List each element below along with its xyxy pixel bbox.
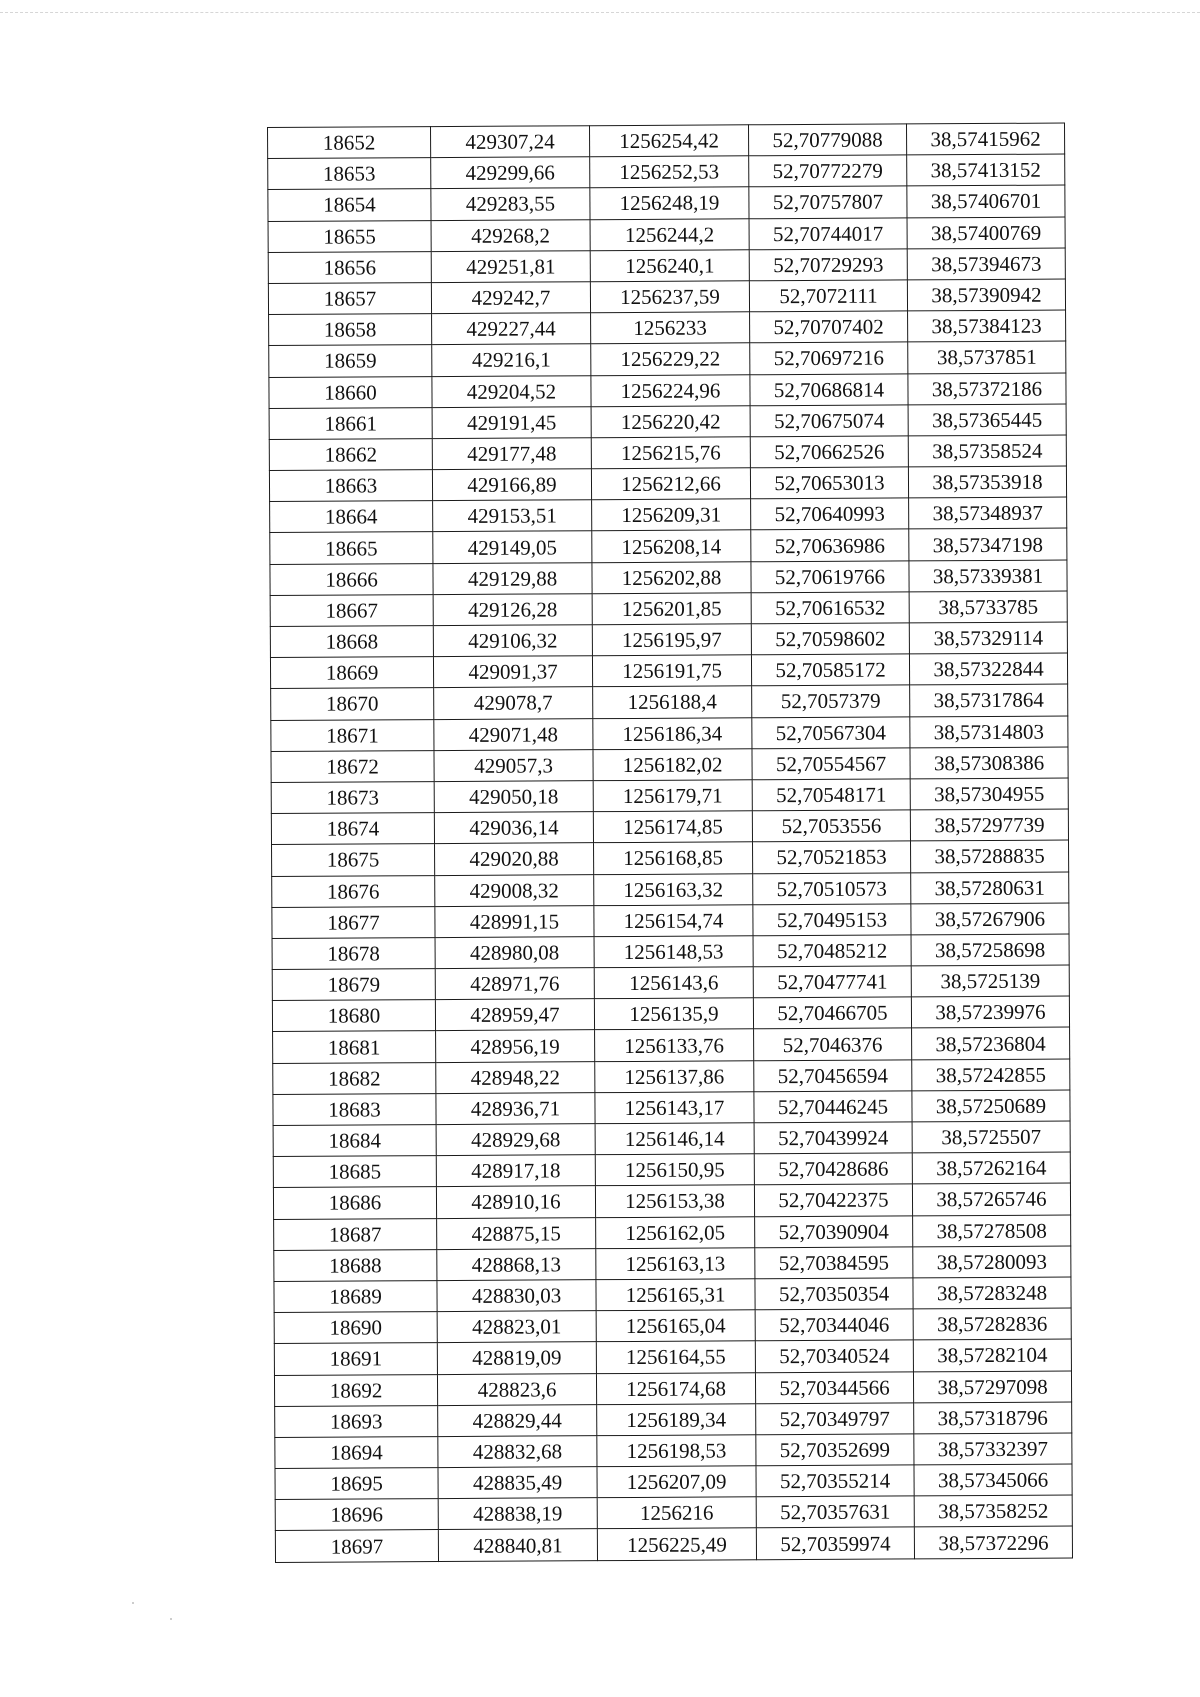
x-coordinate-cell: 429251,81 (431, 250, 590, 282)
longitude-cell: 38,57239976 (911, 996, 1069, 1028)
point-number-cell: 18685 (273, 1156, 436, 1188)
longitude-cell: 38,57372186 (908, 373, 1066, 405)
scan-edge-line (0, 12, 1200, 13)
latitude-cell: 52,70729293 (749, 249, 907, 281)
latitude-cell: 52,70585172 (751, 654, 909, 686)
x-coordinate-cell: 428991,15 (435, 905, 594, 937)
table-row (269, 341, 1066, 377)
table-row (271, 778, 1068, 814)
y-coordinate-cell: 1256143,17 (595, 1092, 754, 1124)
x-coordinate-cell: 428835,49 (438, 1467, 597, 1499)
longitude-cell: 38,57267906 (911, 903, 1069, 935)
y-coordinate-cell: 1256135,9 (594, 998, 753, 1030)
table-row (273, 1121, 1070, 1157)
longitude-cell: 38,57353918 (908, 466, 1066, 498)
point-number-cell: 18683 (273, 1093, 436, 1125)
point-number-cell: 18692 (274, 1374, 437, 1406)
x-coordinate-cell: 429126,28 (433, 594, 592, 626)
x-coordinate-cell: 429106,32 (433, 625, 592, 657)
latitude-cell: 52,70521853 (753, 841, 911, 873)
x-coordinate-cell: 429268,2 (431, 219, 590, 251)
longitude-cell: 38,57317864 (910, 684, 1068, 716)
x-coordinate-cell: 429078,7 (434, 687, 593, 719)
longitude-cell: 38,57265746 (912, 1183, 1070, 1215)
x-coordinate-cell: 428956,19 (436, 1030, 595, 1062)
longitude-cell: 38,57390942 (907, 279, 1065, 311)
latitude-cell: 52,70686814 (750, 373, 908, 405)
longitude-cell: 38,57304955 (910, 778, 1068, 810)
y-coordinate-cell: 1256254,42 (589, 125, 748, 157)
latitude-cell: 52,70390904 (755, 1215, 913, 1247)
x-coordinate-cell: 428936,71 (436, 1092, 595, 1124)
latitude-cell: 52,7072111 (749, 280, 907, 312)
x-coordinate-cell: 429166,89 (432, 469, 591, 501)
y-coordinate-cell: 1256244,2 (590, 218, 749, 250)
table-row (270, 591, 1067, 627)
longitude-cell: 38,57288835 (910, 840, 1068, 872)
point-number-cell: 18694 (275, 1436, 438, 1468)
y-coordinate-cell: 1256237,59 (590, 281, 749, 313)
latitude-cell: 52,70422375 (754, 1184, 912, 1216)
y-coordinate-cell: 1256150,95 (595, 1154, 754, 1186)
table-row (275, 1464, 1072, 1500)
point-number-cell: 18690 (274, 1312, 437, 1344)
longitude-cell: 38,57358252 (914, 1495, 1072, 1527)
longitude-cell: 38,57415962 (906, 123, 1064, 155)
point-number-cell: 18678 (272, 937, 435, 969)
longitude-cell: 38,5725139 (911, 965, 1069, 997)
table-row (273, 1152, 1070, 1188)
x-coordinate-cell: 429036,14 (434, 812, 593, 844)
x-coordinate-cell: 429177,48 (432, 438, 591, 470)
longitude-cell: 38,57347198 (909, 528, 1067, 560)
table-row (268, 123, 1065, 159)
x-coordinate-cell: 429020,88 (435, 843, 594, 875)
x-coordinate-cell: 428917,18 (436, 1155, 595, 1187)
longitude-cell: 38,57250689 (912, 1090, 1070, 1122)
table-row (274, 1277, 1071, 1313)
x-coordinate-cell: 429216,1 (432, 344, 591, 376)
longitude-cell: 38,57282104 (913, 1339, 1071, 1371)
y-coordinate-cell: 1256163,13 (596, 1248, 755, 1280)
point-number-cell: 18674 (271, 813, 434, 845)
table-row (268, 217, 1065, 253)
table-row (270, 497, 1067, 533)
x-coordinate-cell: 428971,76 (435, 968, 594, 1000)
point-number-cell: 18668 (270, 626, 433, 658)
latitude-cell: 52,70779088 (748, 124, 906, 156)
point-number-cell: 18669 (270, 657, 433, 689)
table-row (272, 872, 1069, 908)
longitude-cell: 38,57308386 (910, 747, 1068, 779)
point-number-cell: 18671 (271, 719, 434, 751)
table-row (269, 404, 1066, 440)
point-number-cell: 18667 (270, 594, 433, 626)
y-coordinate-cell: 1256207,09 (597, 1466, 756, 1498)
table-row (269, 310, 1066, 346)
longitude-cell: 38,57262164 (912, 1152, 1070, 1184)
longitude-cell: 38,57242855 (912, 1059, 1070, 1091)
table-row (270, 528, 1067, 564)
table-row (273, 1183, 1070, 1219)
y-coordinate-cell: 1256212,66 (591, 468, 750, 500)
longitude-cell: 38,57406701 (907, 185, 1065, 217)
y-coordinate-cell: 1256229,22 (591, 343, 750, 375)
x-coordinate-cell: 428832,68 (438, 1436, 597, 1468)
table-row (268, 279, 1065, 315)
y-coordinate-cell: 1256209,31 (592, 499, 751, 531)
table-row (275, 1526, 1072, 1562)
y-coordinate-cell: 1256154,74 (594, 904, 753, 936)
y-coordinate-cell: 1256216 (597, 1497, 756, 1529)
longitude-cell: 38,57400769 (907, 217, 1065, 249)
longitude-cell: 38,57297098 (913, 1371, 1071, 1403)
latitude-cell: 52,70344566 (755, 1371, 913, 1403)
y-coordinate-cell: 1256168,85 (594, 842, 753, 874)
longitude-cell: 38,57332397 (914, 1433, 1072, 1465)
point-number-cell: 18666 (270, 563, 433, 595)
point-number-cell: 18686 (273, 1187, 436, 1219)
x-coordinate-cell: 429307,24 (431, 126, 590, 158)
latitude-cell: 52,70653013 (750, 467, 908, 499)
x-coordinate-cell: 428948,22 (436, 1061, 595, 1093)
latitude-cell: 52,70567304 (752, 716, 910, 748)
x-coordinate-cell: 429242,7 (431, 282, 590, 314)
longitude-cell: 38,57236804 (912, 1027, 1070, 1059)
longitude-cell: 38,57365445 (908, 404, 1066, 436)
point-number-cell: 18657 (268, 283, 431, 315)
longitude-cell: 38,5733785 (909, 591, 1067, 623)
table-row (272, 996, 1069, 1032)
table-row (268, 185, 1065, 221)
y-coordinate-cell: 1256174,85 (593, 811, 752, 843)
y-coordinate-cell: 1256191,75 (592, 655, 751, 687)
y-coordinate-cell: 1256133,76 (595, 1029, 754, 1061)
y-coordinate-cell: 1256248,19 (590, 187, 749, 219)
y-coordinate-cell: 1256220,42 (591, 405, 750, 437)
longitude-cell: 38,57358524 (908, 435, 1066, 467)
point-number-cell: 18655 (268, 220, 431, 252)
x-coordinate-cell: 428875,15 (437, 1217, 596, 1249)
x-coordinate-cell: 428830,03 (437, 1280, 596, 1312)
x-coordinate-cell: 429153,51 (433, 500, 592, 532)
point-number-cell: 18653 (268, 158, 431, 190)
point-number-cell: 18688 (274, 1249, 437, 1281)
y-coordinate-cell: 1256164,55 (596, 1341, 755, 1373)
table-row (269, 466, 1066, 502)
x-coordinate-cell: 429283,55 (431, 188, 590, 220)
table-row (268, 154, 1065, 190)
x-coordinate-cell: 428910,16 (436, 1186, 595, 1218)
latitude-cell: 52,70554567 (752, 748, 910, 780)
y-coordinate-cell: 1256148,53 (594, 936, 753, 968)
latitude-cell: 52,70675074 (750, 405, 908, 437)
x-coordinate-cell: 429227,44 (432, 313, 591, 345)
point-number-cell: 18661 (269, 407, 432, 439)
longitude-cell: 38,57318796 (914, 1402, 1072, 1434)
point-number-cell: 18665 (270, 532, 433, 564)
point-number-cell: 18654 (268, 189, 431, 221)
point-number-cell: 18670 (271, 688, 434, 720)
y-coordinate-cell: 1256182,02 (593, 749, 752, 781)
latitude-cell: 52,70428686 (754, 1153, 912, 1185)
x-coordinate-cell: 428823,6 (437, 1373, 596, 1405)
latitude-cell: 52,70485212 (753, 935, 911, 967)
x-coordinate-cell: 429129,88 (433, 562, 592, 594)
point-number-cell: 18697 (275, 1530, 438, 1562)
point-number-cell: 18680 (272, 1000, 435, 1032)
x-coordinate-cell: 428819,09 (437, 1342, 596, 1374)
y-coordinate-cell: 1256162,05 (596, 1216, 755, 1248)
point-number-cell: 18682 (273, 1062, 436, 1094)
point-number-cell: 18677 (272, 906, 435, 938)
latitude-cell: 52,7053556 (752, 810, 910, 842)
latitude-cell: 52,70495153 (753, 904, 911, 936)
point-number-cell: 18696 (275, 1499, 438, 1531)
table-row (270, 560, 1067, 596)
x-coordinate-cell: 429299,66 (431, 157, 590, 189)
latitude-cell: 52,70640993 (751, 498, 909, 530)
point-number-cell: 18659 (269, 345, 432, 377)
y-coordinate-cell: 1256153,38 (595, 1185, 754, 1217)
table-row (272, 965, 1069, 1001)
longitude-cell: 38,57345066 (914, 1464, 1072, 1496)
table-row (273, 1059, 1070, 1095)
point-number-cell: 18662 (269, 438, 432, 470)
point-number-cell: 18664 (270, 501, 433, 533)
latitude-cell: 52,70697216 (750, 342, 908, 374)
coordinates-table-container (267, 123, 1073, 1563)
longitude-cell: 38,57280093 (913, 1246, 1071, 1278)
latitude-cell: 52,70359974 (756, 1527, 914, 1559)
longitude-cell: 38,57258698 (911, 934, 1069, 966)
y-coordinate-cell: 1256240,1 (590, 250, 749, 282)
y-coordinate-cell: 1256208,14 (592, 530, 751, 562)
latitude-cell: 52,70744017 (749, 217, 907, 249)
latitude-cell: 52,70350354 (755, 1278, 913, 1310)
y-coordinate-cell: 1256202,88 (592, 561, 751, 593)
table-row (270, 622, 1067, 658)
latitude-cell: 52,70477741 (753, 966, 911, 998)
y-coordinate-cell: 1256195,97 (592, 624, 751, 656)
point-number-cell: 18658 (269, 314, 432, 346)
latitude-cell: 52,70352699 (756, 1434, 914, 1466)
y-coordinate-cell: 1256143,6 (594, 967, 753, 999)
latitude-cell: 52,70619766 (751, 561, 909, 593)
table-row (274, 1371, 1071, 1407)
longitude-cell: 38,57280631 (911, 872, 1069, 904)
point-number-cell: 18672 (271, 750, 434, 782)
y-coordinate-cell: 1256189,34 (597, 1403, 756, 1435)
point-number-cell: 18679 (272, 969, 435, 1001)
y-coordinate-cell: 1256165,04 (596, 1310, 755, 1342)
point-number-cell: 18656 (268, 251, 431, 283)
y-coordinate-cell: 1256198,53 (597, 1435, 756, 1467)
latitude-cell: 52,70340524 (755, 1340, 913, 1372)
x-coordinate-cell: 429204,52 (432, 375, 591, 407)
latitude-cell: 52,70757807 (749, 186, 907, 218)
point-number-cell: 18684 (273, 1125, 436, 1157)
longitude-cell: 38,57394673 (907, 248, 1065, 280)
point-number-cell: 18673 (271, 782, 434, 814)
table-row (271, 716, 1068, 752)
longitude-cell: 38,57348937 (909, 497, 1067, 529)
latitude-cell: 52,70772279 (749, 155, 907, 187)
longitude-cell: 38,57339381 (909, 560, 1067, 592)
latitude-cell: 52,70357631 (756, 1496, 914, 1528)
table-row (274, 1308, 1071, 1344)
x-coordinate-cell: 429057,3 (434, 749, 593, 781)
x-coordinate-cell: 428838,19 (438, 1498, 597, 1530)
table-row (271, 747, 1068, 783)
x-coordinate-cell: 428959,47 (435, 999, 594, 1031)
x-coordinate-cell: 428980,08 (435, 937, 594, 969)
longitude-cell: 38,57329114 (909, 622, 1067, 654)
latitude-cell: 52,70548171 (752, 779, 910, 811)
point-number-cell: 18689 (274, 1281, 437, 1313)
y-coordinate-cell: 1256252,53 (590, 156, 749, 188)
y-coordinate-cell: 1256224,96 (591, 374, 750, 406)
y-coordinate-cell: 1256165,31 (596, 1279, 755, 1311)
coordinates-table-body (268, 123, 1073, 1562)
latitude-cell: 52,70466705 (753, 997, 911, 1029)
latitude-cell: 52,70439924 (754, 1122, 912, 1154)
latitude-cell: 52,70707402 (750, 311, 908, 343)
x-coordinate-cell: 429050,18 (434, 781, 593, 813)
y-coordinate-cell: 1256179,71 (593, 780, 752, 812)
latitude-cell: 52,70456594 (754, 1060, 912, 1092)
longitude-cell: 38,57314803 (910, 716, 1068, 748)
point-number-cell: 18660 (269, 376, 432, 408)
table-row (273, 1090, 1070, 1126)
table-row (268, 248, 1065, 284)
longitude-cell: 38,57322844 (909, 653, 1067, 685)
table-row (274, 1215, 1071, 1251)
x-coordinate-cell: 429091,37 (433, 656, 592, 688)
longitude-cell: 38,57384123 (908, 310, 1066, 342)
x-coordinate-cell: 428868,13 (437, 1248, 596, 1280)
point-number-cell: 18693 (275, 1405, 438, 1437)
longitude-cell: 38,57278508 (913, 1215, 1071, 1247)
latitude-cell: 52,70349797 (756, 1403, 914, 1435)
longitude-cell: 38,57297739 (910, 809, 1068, 841)
table-row (271, 809, 1068, 845)
table-row (273, 1027, 1070, 1063)
y-coordinate-cell: 1256201,85 (592, 593, 751, 625)
y-coordinate-cell: 1256146,14 (595, 1123, 754, 1155)
x-coordinate-cell: 428929,68 (436, 1124, 595, 1156)
x-coordinate-cell: 428829,44 (438, 1404, 597, 1436)
table-row (270, 653, 1067, 689)
longitude-cell: 38,5725507 (912, 1121, 1070, 1153)
x-coordinate-cell: 428840,81 (438, 1529, 597, 1561)
latitude-cell: 52,70344046 (755, 1309, 913, 1341)
scan-speck (170, 1618, 172, 1620)
table-row (275, 1433, 1072, 1469)
table-row (275, 1402, 1072, 1438)
latitude-cell: 52,70355214 (756, 1465, 914, 1497)
longitude-cell: 38,57283248 (913, 1277, 1071, 1309)
table-row (269, 435, 1066, 471)
point-number-cell: 18681 (273, 1031, 436, 1063)
point-number-cell: 18687 (274, 1218, 437, 1250)
table-row (272, 840, 1069, 876)
latitude-cell: 52,7046376 (754, 1028, 912, 1060)
point-number-cell: 18676 (272, 875, 435, 907)
latitude-cell: 52,7057379 (752, 685, 910, 717)
longitude-cell: 38,5737851 (908, 341, 1066, 373)
x-coordinate-cell: 429071,48 (434, 718, 593, 750)
y-coordinate-cell: 1256174,68 (596, 1372, 755, 1404)
point-number-cell: 18695 (275, 1468, 438, 1500)
table-row (274, 1246, 1071, 1282)
y-coordinate-cell: 1256233 (591, 312, 750, 344)
latitude-cell: 52,70384595 (755, 1247, 913, 1279)
y-coordinate-cell: 1256225,49 (597, 1528, 756, 1560)
table-row (272, 934, 1069, 970)
latitude-cell: 52,70446245 (754, 1091, 912, 1123)
longitude-cell: 38,57413152 (907, 154, 1065, 186)
latitude-cell: 52,70510573 (753, 872, 911, 904)
y-coordinate-cell: 1256186,34 (593, 717, 752, 749)
latitude-cell: 52,70598602 (751, 623, 909, 655)
table-row (272, 903, 1069, 939)
point-number-cell: 18652 (268, 127, 431, 159)
table-row (269, 373, 1066, 409)
table-row (274, 1339, 1071, 1375)
latitude-cell: 52,70662526 (750, 436, 908, 468)
x-coordinate-cell: 429008,32 (435, 874, 594, 906)
y-coordinate-cell: 1256137,86 (595, 1060, 754, 1092)
table-row (271, 684, 1068, 720)
scan-speck (132, 1602, 134, 1604)
coordinates-table (267, 123, 1073, 1563)
latitude-cell: 52,70616532 (751, 592, 909, 624)
table-row (275, 1495, 1072, 1531)
x-coordinate-cell: 429149,05 (433, 531, 592, 563)
point-number-cell: 18675 (272, 844, 435, 876)
y-coordinate-cell: 1256215,76 (591, 437, 750, 469)
point-number-cell: 18691 (274, 1343, 437, 1375)
longitude-cell: 38,57372296 (914, 1526, 1072, 1558)
x-coordinate-cell: 428823,01 (437, 1311, 596, 1343)
point-number-cell: 18663 (269, 470, 432, 502)
x-coordinate-cell: 429191,45 (432, 406, 591, 438)
y-coordinate-cell: 1256163,32 (594, 873, 753, 905)
y-coordinate-cell: 1256188,4 (593, 686, 752, 718)
longitude-cell: 38,57282836 (913, 1308, 1071, 1340)
latitude-cell: 52,70636986 (751, 529, 909, 561)
